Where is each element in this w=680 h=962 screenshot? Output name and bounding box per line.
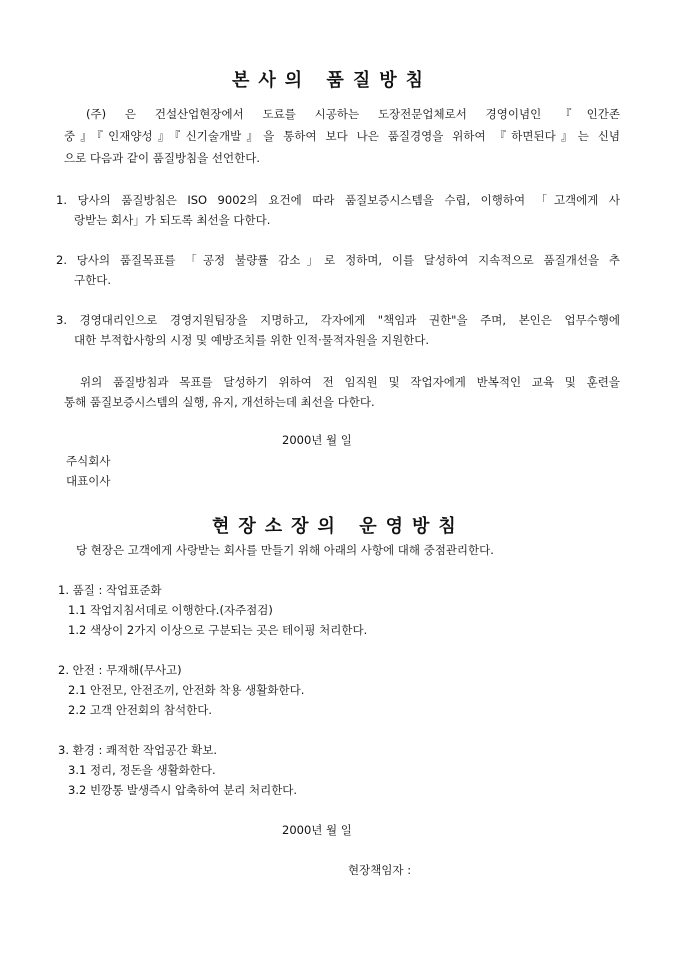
- policy-item-2-line-2: 구한다.: [74, 273, 111, 287]
- policy-intro-line-3: 으로 다음과 같이 품질방침을 선언한다.: [64, 151, 261, 165]
- site-date: 2000년 월 일: [282, 823, 352, 837]
- site-section-1-item-2: 1.2 색상이 2가지 이상으로 구분되는 곳은 테이핑 처리한다.: [68, 623, 368, 637]
- site-intro: 당 현장은 고객에게 사랑받는 회사를 만들기 위해 아래의 사항에 대해 중점관리한다.: [76, 543, 494, 557]
- site-section-3-item-2: 3.2 빈깡통 발생즉시 압축하여 분리 처리한다.: [68, 783, 298, 797]
- site-section-1-heading: 1. 품질 : 작업표준화: [58, 583, 162, 597]
- policy-intro-line-2: 중』『인재양성』『신기술개발』을 통하여 보다 나은 품질경영을 위하여 『하면된다』는 신념: [64, 129, 620, 143]
- policy-date: 2000년 월 일: [282, 433, 352, 447]
- site-manager: 현장책임자 :: [348, 863, 412, 877]
- policy-item-2-line-1: 2. 당사의 품질목표를 「공정 불량률 감소」로 정하며, 이를 달성하여 지속적으로 품질개선을 추: [56, 253, 620, 267]
- site-section-3-item-1: 3.1 정리, 정돈을 생활화한다.: [68, 763, 216, 777]
- policy-closing-line-2: 통해 품질보증시스템의 실행, 유지, 개선하는데 최선을 다한다.: [64, 395, 375, 409]
- site-section-2-heading: 2. 안전 : 무재해(무사고): [58, 663, 182, 677]
- policy-item-3-line-2: 대한 부적합사항의 시정 및 예방조치를 위한 인적·물적자원을 지원한다.: [74, 333, 430, 347]
- policy-item-3-line-1: 3. 경영대리인으로 경영지원팀장을 지명하고, 각자에게 "책임과 권한"을 주며, 본인은 업무수행에: [56, 313, 620, 327]
- policy-item-1-line-1: 1. 당사의 품질방침은 ISO 9002의 요건에 따라 품질보증시스템을 수립, 이행하여 「고객에게 사: [56, 193, 620, 207]
- policy-item-1-line-2: 랑받는 회사」가 되도록 최선을 다한다.: [74, 213, 271, 227]
- site-section-1-item-1: 1.1 작업지침서데로 이행한다.(자주점검): [68, 603, 273, 617]
- policy-title: 본사의 품질방침: [232, 70, 432, 91]
- site-section-3-heading: 3. 환경 : 쾌적한 작업공간 확보.: [58, 743, 217, 757]
- site-section-2-item-2: 2.2 고객 안전회의 참석한다.: [68, 703, 212, 717]
- policy-closing-line-1: 위의 품질방침과 목표를 달성하기 위하여 전 임직원 및 작업자에게 반복적인 교육 및 훈련을: [80, 375, 620, 389]
- policy-ceo: 대표이사: [66, 474, 111, 488]
- site-section-2-item-1: 2.1 안전모, 안전조끼, 안전화 착용 생활화한다.: [68, 683, 305, 697]
- policy-company: 주식회사: [66, 454, 111, 468]
- policy-intro-line-1: (주) 은 건설산업현장에서 도료를 시공하는 도장전문업체로서 경영이념인 『인간존: [86, 107, 620, 121]
- site-title: 현장소장의 운영방침: [212, 516, 465, 537]
